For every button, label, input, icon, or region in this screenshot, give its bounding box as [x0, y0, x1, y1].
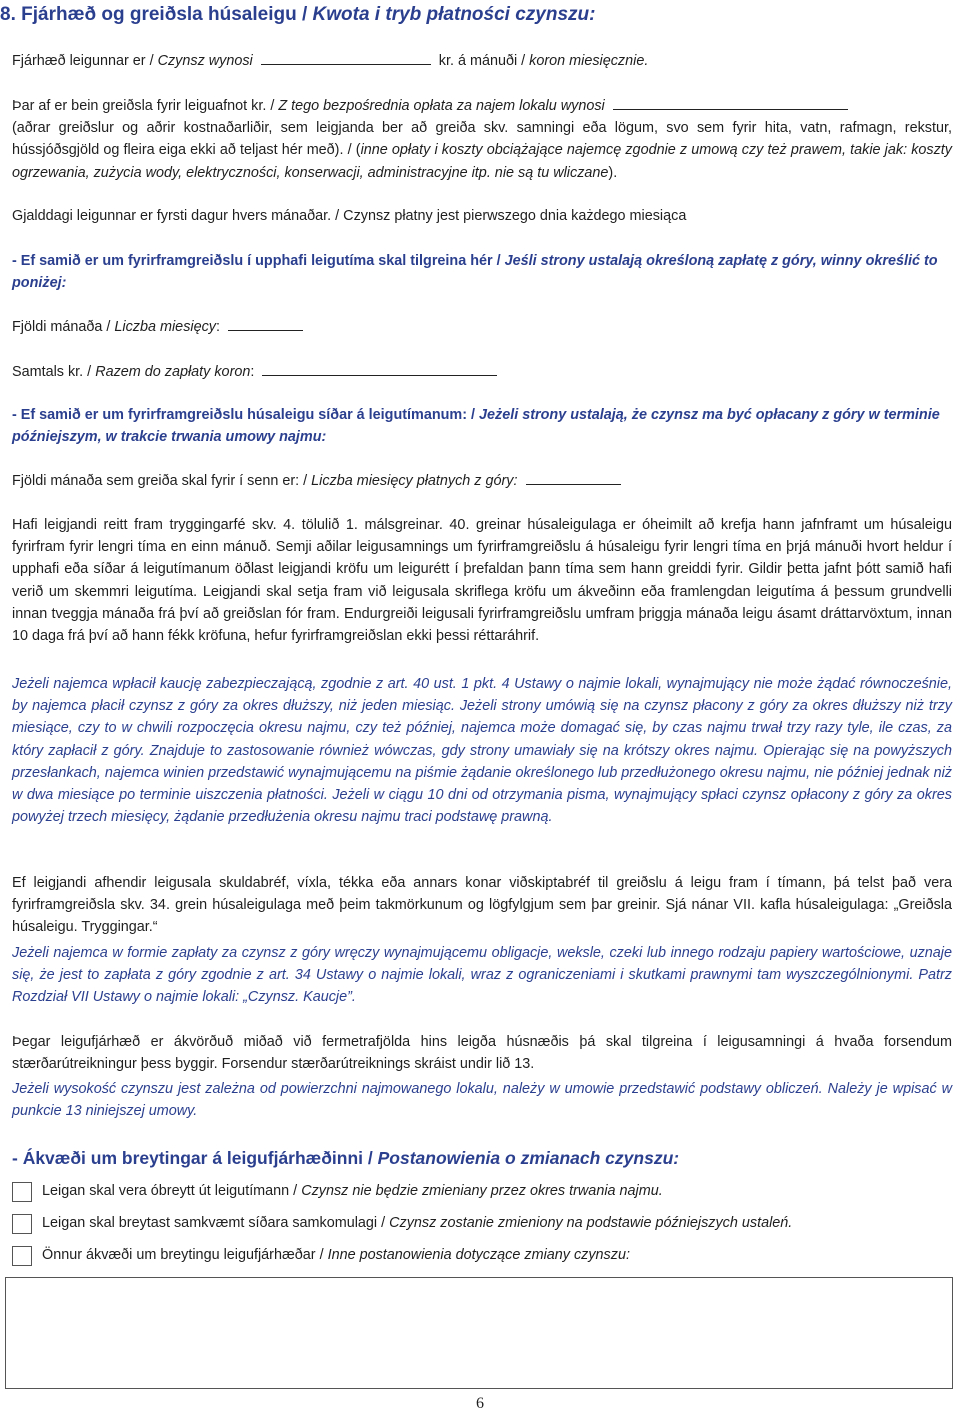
prepay-heading: - Ef samið er um fyrirframgreiðslu í upphafi leigutíma skal tilgreina hér / Jeśli strony ustalają określoną zapłatę z góry, winny określić to poniżej: — [12, 253, 938, 292]
option-other-checkbox[interactable] — [12, 1246, 32, 1266]
deposit-paragraph-is: Hafi leigjandi reitt fram tryggingarfé skv. 4. tölulið 1. málsgreinar. 40. greinar húsaleigulaga er óheimilt að krefja hann jafnframt um húsaleigu fyrirfram fyrir lengri tíma en einn mánuð. Semji aðilar leigusamnings um fyrirframgreiðslu á húsaleigu fyrir lengri tíma en þrjá mánuði hvort heldur í upphafi eða síðar á leigutímanum öðlast leigjandi kröfu um leigurétt í þrefaldan þann tíma sem hann greiddi fyrir. Gildir þetta jafnt þótt samið hafi verið um skemmri leigutíma. Leigjandi skal setja fram við leigusala skriflega kröfu um ákveðinn eða framlengdan leigutíma á þessum grundvelli innan tveggja mánaða frá því að greiðslan fór fram. Endurgreiði leigusali fyrirframgreiðslu umfram þriggja mánaða leigu ásamt dráttarvöxtum, innan 10 daga frá því að hann fékk kröfuna, hefur fyrirframgreiðslan ekki þessi réttaráhrif. — [12, 517, 952, 645]
due-date-line: Gjalddagi leigunnar er fyrsti dagur hvers mánaðar. / Czynsz płatny jest pierwszego dnia każdego miesiąca — [12, 208, 687, 224]
page-number: 6 — [476, 1395, 484, 1412]
later-prepay-months-line: Fjöldi mánaða sem greiða skal fyrir í senn er: / Liczba miesięcy płatnych z góry: — [12, 470, 952, 492]
area-paragraph-pl: Jeżeli wysokość czynszu jest zależna od powierzchni najmowanego lokalu, należy w umowie przedstawić podstawy obliczeń. Należy je wpisać w punkcie 13 niniejszej umowy. — [12, 1081, 952, 1120]
later-prepay-heading: - Ef samið er um fyrirframgreiðslu húsaleigu síðar á leigutímanum: / Jeżeli strony ustalają, że czynsz ma być opłacany z góry w terminie późniejszym, w trakcie trwania umowy najmu: — [12, 407, 940, 446]
option-unchanged-label: Leigan skal vera óbreytt út leigutímann / Czynsz nie będzie zmieniany przez okres trwania najmu. — [42, 1183, 663, 1199]
section-title-pl: Kwota i tryb płatności czynszu: — [312, 4, 596, 25]
option-later-agreement-label: Leigan skal breytast samkvæmt síðara samkomulagi / Czynsz zostanie zmieniony na podstawie późniejszych ustaleń. — [42, 1215, 793, 1231]
net-rent-field[interactable] — [613, 108, 848, 110]
section-heading: 8. Fjárhæð og greiðsla húsaleigu / Kwota i tryb płatności czynszu: — [0, 4, 596, 25]
area-paragraph-is: Þegar leigufjárhæð er ákvörðuð miðað við fermetrafjölda hins leigða húsnæðis þá skal tilgreina í leigusamningi á hvaða forsendum stærðarútreikningur þess byggir. Forsendur stærðarútreiknings skráist undir lið 13. — [12, 1034, 952, 1073]
rent-amount-field[interactable] — [261, 63, 431, 65]
later-prepay-months-field[interactable] — [526, 483, 621, 485]
prepay-total-field[interactable] — [262, 374, 497, 376]
option-unchanged-checkbox[interactable] — [12, 1182, 32, 1202]
prepay-total-line: Samtals kr. / Razem do zapłaty koron: — [12, 361, 952, 383]
prepay-months-line: Fjöldi mánaða / Liczba miesięcy: — [12, 316, 952, 338]
prepay-months-field[interactable] — [228, 329, 303, 331]
option-other-label: Önnur ákvæði um breytingu leigufjárhæðar / Inne postanowienia dotyczące zmiany czynszu: — [42, 1247, 630, 1263]
other-provisions-textbox[interactable] — [5, 1277, 953, 1389]
bonds-paragraph-is: Ef leigjandi afhendir leigusala skuldabréf, víxla, tékka eða annars konar viðskiptabréf til greiðslu á leigu fram í tímann, þá telst það vera fyrirframgreiðsla skv. 34. grein húsaleigulaga með þeim takmörkunum og lögfylgjum sem þar greinir. Sjá nánar VII. kafla húsaleigulaga: „Greiðsla húsaleigu. Tryggingar.“ — [12, 875, 952, 936]
deposit-paragraph-pl: Jeżeli najemca wpłacił kaucję zabezpieczającą, zgodnie z art. 40 ust. 1 pkt. 4 Ustawy o najmie lokali, wynajmujący nie może żądać równocześnie, by najemca płacił czynsz z góry za okres dłuższy, niż jeden miesiąc. Jeżeli strony umówią się na czynsz płacony z góry za okres dłuższy niż trzy miesiące, czy to w chwili rozpoczęcia okresu najmu, czy też później, najemca może domagać się, by czas najmu trwał trzy razy tyle, ile czas, za który zapłacił z góry. Znajduje to zastosowanie również wówczas, gdy strony umawiały się na krótszy okres najmu. Opierając się na powyższych przesłankach, najemca winien przedstawić wynajmującemu na piśmie żądanie określonego lub przedłużonego okresu najmu, nie później jednak niż w dwa miesiące po terminie uiszczenia płatności. Jeżeli w ciągu 10 dni od otrzymania pisma, wynajmujący spłaci czynsz opłacony z góry za okres powyżej trzech miesięcy, żądanie przedłużenia okresu najmu traci podstawę prawną. — [12, 676, 952, 826]
option-later-agreement-checkbox[interactable] — [12, 1214, 32, 1234]
changes-heading: - Ákvæði um breytingar á leigufjárhæðinni / Postanowienia o zmianach czynszu: — [12, 1148, 680, 1168]
bonds-paragraph-pl: Jeżeli najemca w formie zapłaty za czynsz z góry wręczy wynajmującemu obligacje, weksle, czeki lub innego rodzaju papiery wartościowe, uznaje się, że jest to zapłata z góry zgodnie z art. 34 Ustawy o najmie lokali, wraz z ograniczeniami i skutkami prawnymi tam wyszczególnionymi. Patrz Rozdział VII Ustawy o najmie lokali: „Czynsz. Kaucje”. — [12, 945, 952, 1006]
rent-amount-line: Fjárhæð leigunnar er / Czynsz wynosi kr. á mánuði / koron miesięcznie. — [12, 53, 649, 69]
section-title-is: Fjárhæð og greiðsla húsaleigu — [21, 4, 297, 25]
net-rent-block: Þar af er bein greiðsla fyrir leiguafnot kr. / Z tego bezpośrednia opłata za najem lokalu wynosi (aðrar greiðslur og aðrir kostnaðarliðir, sem leigjanda ber að greiða skv. samningi eða lögum, svo sem fyrir hita, vatn, rafmagn, rekstur, hússjóðsgjöld og fleira eiga ekki að teljast hér með). / (inne opłaty i koszty obciążające najemcę zgodnie z umową czy też prawem, takie jak: koszty ogrzewania, zużycia wody, elektryczności, konserwacji, administracyjne itp. nie są tu wliczane). — [12, 98, 952, 181]
section-number: 8. — [0, 4, 16, 25]
